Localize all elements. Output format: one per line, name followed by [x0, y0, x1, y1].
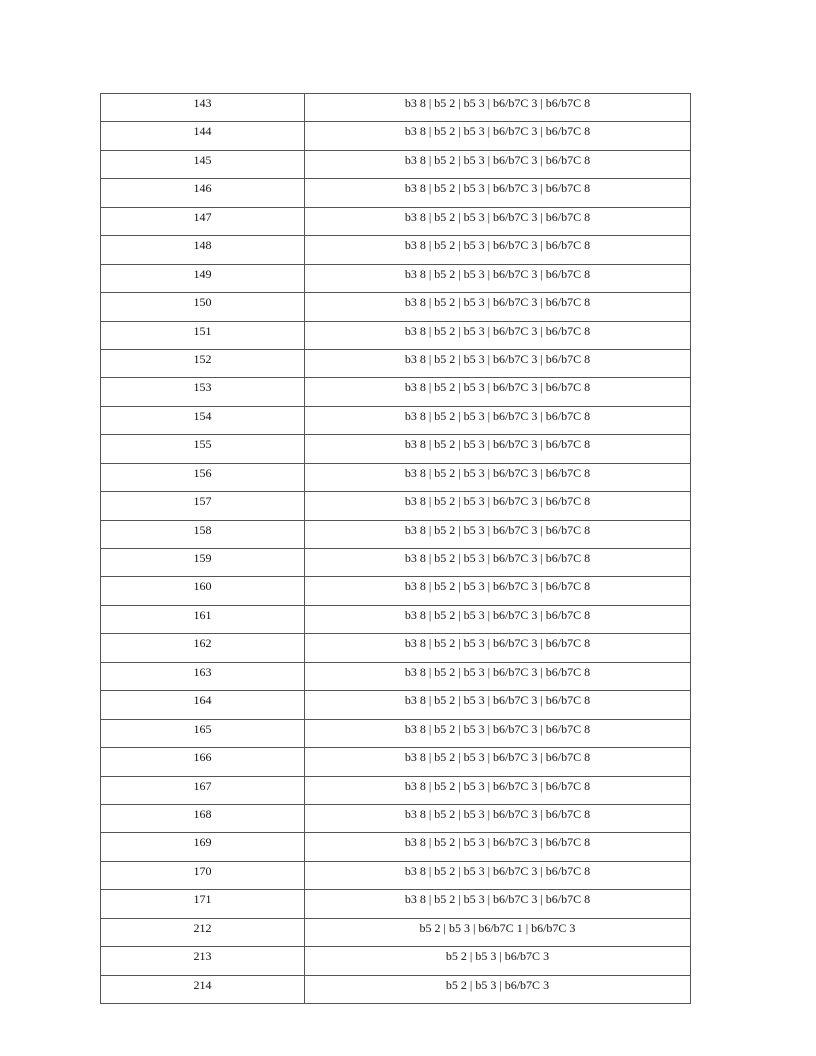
row-number: 168	[193, 806, 212, 821]
row-value: b3 8 | b5 2 | b5 3 | b6/b7C 3 | b6/b7C 8	[404, 351, 591, 366]
row-number: 159	[193, 551, 212, 565]
row-value: b3 8 | b5 2 | b5 3 | b6/b7C 3 | b6/b7C 8	[404, 863, 591, 878]
row-number: 160	[193, 579, 212, 594]
row-value-cell	[305, 719, 691, 747]
table-row	[101, 94, 691, 122]
row-value-cell	[305, 293, 691, 321]
row-value-cell	[305, 634, 691, 662]
row-number: 153	[193, 380, 212, 395]
row-value: b3 8 | b5 2 | b5 3 | b6/b7C 3 | b6/b7C 8	[404, 494, 591, 509]
row-number-cell	[101, 975, 305, 1003]
row-value-cell	[305, 975, 691, 1003]
row-value: b3 8 | b5 2 | b5 3 | b6/b7C 3 | b6/b7C 8	[404, 750, 591, 765]
table-row	[101, 804, 691, 832]
row-value: b3 8 | b5 2 | b5 3 | b6/b7C 3 | b6/b7C 8	[404, 238, 591, 253]
row-number-cell	[101, 207, 305, 235]
row-number: 152	[193, 351, 212, 366]
row-value-cell	[305, 947, 691, 975]
row-value-cell	[305, 321, 691, 349]
row-value: b3 8 | b5 2 | b5 3 | b6/b7C 3 | b6/b7C 8	[404, 664, 591, 679]
row-number-cell	[101, 549, 305, 577]
row-value-cell	[305, 605, 691, 633]
row-number: 167	[193, 778, 212, 793]
table-row	[101, 264, 691, 292]
row-value: b3 8 | b5 2 | b5 3 | b6/b7C 3 | b6/b7C 8	[404, 579, 591, 594]
row-number: 158	[193, 522, 212, 537]
row-value-cell	[305, 378, 691, 406]
row-number: 146	[193, 181, 212, 196]
row-value-cell	[305, 520, 691, 548]
row-number-cell	[101, 349, 305, 377]
row-number: 161	[193, 607, 212, 622]
row-number: 170	[193, 863, 212, 878]
row-number-cell	[101, 463, 305, 491]
row-number: 157	[193, 494, 212, 509]
row-number: 151	[193, 323, 212, 338]
row-value-cell	[305, 662, 691, 690]
table-row	[101, 861, 691, 889]
row-number-cell	[101, 321, 305, 349]
table-row	[101, 605, 691, 633]
table-row	[101, 435, 691, 463]
row-value: b3 8 | b5 2 | b5 3 | b6/b7C 3 | b6/b7C 8	[404, 636, 591, 651]
row-value-cell	[305, 463, 691, 491]
table-row	[101, 947, 691, 975]
table-row	[101, 662, 691, 690]
row-number-cell	[101, 236, 305, 264]
table-row	[101, 748, 691, 776]
row-value: b3 8 | b5 2 | b5 3 | b6/b7C 3 | b6/b7C 8	[404, 778, 591, 793]
table-row	[101, 122, 691, 150]
row-value-cell	[305, 549, 691, 577]
row-number: 166	[193, 750, 212, 765]
row-value-cell	[305, 264, 691, 292]
row-number: 148	[193, 238, 212, 253]
row-number-cell	[101, 890, 305, 918]
row-number-cell	[101, 947, 305, 975]
table-row	[101, 378, 691, 406]
row-number: 165	[193, 721, 212, 736]
row-number-cell	[101, 605, 305, 633]
row-number-cell	[101, 662, 305, 690]
row-value-cell	[305, 150, 691, 178]
row-value: b3 8 | b5 2 | b5 3 | b6/b7C 3 | b6/b7C 8	[404, 693, 591, 708]
row-number-cell	[101, 179, 305, 207]
row-value: b3 8 | b5 2 | b5 3 | b6/b7C 3 | b6/b7C 8	[404, 522, 591, 537]
row-value: b3 8 | b5 2 | b5 3 | b6/b7C 3 | b6/b7C 8	[404, 323, 591, 338]
row-number: 162	[193, 636, 212, 651]
row-number-cell	[101, 918, 305, 946]
row-value: b3 8 | b5 2 | b5 3 | b6/b7C 3 | b6/b7C 8	[404, 437, 591, 452]
row-value-cell	[305, 776, 691, 804]
row-number-cell	[101, 748, 305, 776]
table-row	[101, 463, 691, 491]
row-value: b3 8 | b5 2 | b5 3 | b6/b7C 3 | b6/b7C 8	[404, 96, 591, 110]
row-value-cell	[305, 748, 691, 776]
row-number: 156	[193, 465, 212, 480]
table-row	[101, 890, 691, 918]
row-number-cell	[101, 577, 305, 605]
row-number: 150	[193, 295, 212, 310]
row-number-cell	[101, 776, 305, 804]
row-value: b3 8 | b5 2 | b5 3 | b6/b7C 3 | b6/b7C 8	[404, 465, 591, 480]
table-row	[101, 293, 691, 321]
row-number-cell	[101, 520, 305, 548]
row-value-cell	[305, 207, 691, 235]
row-value-cell	[305, 804, 691, 832]
row-value-cell	[305, 833, 691, 861]
row-number: 144	[193, 124, 212, 139]
row-number-cell	[101, 406, 305, 434]
row-number-cell	[101, 94, 305, 122]
row-value-cell	[305, 492, 691, 520]
table-row	[101, 918, 691, 946]
row-value: b3 8 | b5 2 | b5 3 | b6/b7C 3 | b6/b7C 8	[404, 266, 591, 281]
row-number-cell	[101, 833, 305, 861]
row-value: b3 8 | b5 2 | b5 3 | b6/b7C 3 | b6/b7C 8	[404, 551, 591, 565]
row-value-cell	[305, 691, 691, 719]
table-row	[101, 349, 691, 377]
row-value: b3 8 | b5 2 | b5 3 | b6/b7C 3 | b6/b7C 8	[404, 295, 591, 310]
row-number-cell	[101, 634, 305, 662]
row-value: b3 8 | b5 2 | b5 3 | b6/b7C 3 | b6/b7C 8	[404, 152, 591, 167]
table-row	[101, 719, 691, 747]
table-row	[101, 179, 691, 207]
row-value-cell	[305, 94, 691, 122]
row-number-cell	[101, 150, 305, 178]
row-value: b3 8 | b5 2 | b5 3 | b6/b7C 3 | b6/b7C 8	[404, 806, 591, 821]
table-row	[101, 150, 691, 178]
row-value: b3 8 | b5 2 | b5 3 | b6/b7C 3 | b6/b7C 8	[404, 181, 591, 196]
row-number-cell	[101, 435, 305, 463]
row-number: 171	[193, 892, 212, 907]
row-number-cell	[101, 719, 305, 747]
row-value: b3 8 | b5 2 | b5 3 | b6/b7C 3 | b6/b7C 8	[404, 721, 591, 736]
row-number-cell	[101, 122, 305, 150]
row-value-cell	[305, 122, 691, 150]
table-row	[101, 406, 691, 434]
row-number-cell	[101, 264, 305, 292]
table-body	[101, 94, 691, 1004]
row-value: b3 8 | b5 2 | b5 3 | b6/b7C 3 | b6/b7C 8	[404, 124, 591, 139]
row-number: 163	[193, 664, 212, 679]
row-value-cell	[305, 918, 691, 946]
row-value-cell	[305, 577, 691, 605]
row-number: 147	[193, 209, 212, 224]
table-row	[101, 236, 691, 264]
row-value: b5 2 | b5 3 | b6/b7C 3	[445, 977, 550, 992]
table-row	[101, 634, 691, 662]
table-row	[101, 492, 691, 520]
row-value-cell	[305, 236, 691, 264]
row-number: 212	[193, 920, 212, 935]
table-row	[101, 975, 691, 1003]
table-row	[101, 321, 691, 349]
row-value-cell	[305, 349, 691, 377]
table-row	[101, 520, 691, 548]
row-number: 169	[193, 835, 212, 850]
exemption-table	[100, 93, 691, 1004]
row-number: 164	[193, 693, 212, 708]
row-number: 214	[193, 977, 212, 992]
row-value-cell	[305, 435, 691, 463]
row-value-cell	[305, 861, 691, 889]
row-number: 213	[193, 949, 212, 964]
row-value: b5 2 | b5 3 | b6/b7C 3	[445, 949, 550, 964]
row-value: b3 8 | b5 2 | b5 3 | b6/b7C 3 | b6/b7C 8	[404, 607, 591, 622]
row-number: 155	[193, 437, 212, 452]
row-number-cell	[101, 378, 305, 406]
row-number-cell	[101, 293, 305, 321]
row-value: b3 8 | b5 2 | b5 3 | b6/b7C 3 | b6/b7C 8	[404, 835, 591, 850]
row-number-cell	[101, 861, 305, 889]
row-value-cell	[305, 406, 691, 434]
row-number-cell	[101, 691, 305, 719]
row-number: 145	[193, 152, 212, 167]
row-number: 154	[193, 408, 212, 423]
row-number-cell	[101, 804, 305, 832]
row-value-cell	[305, 179, 691, 207]
table-row	[101, 549, 691, 577]
row-value: b3 8 | b5 2 | b5 3 | b6/b7C 3 | b6/b7C 8	[404, 380, 591, 395]
row-number: 143	[193, 96, 212, 110]
row-number-cell	[101, 492, 305, 520]
table-row	[101, 207, 691, 235]
row-value: b5 2 | b5 3 | b6/b7C 1 | b6/b7C 3	[419, 920, 576, 935]
table-row	[101, 833, 691, 861]
row-number: 149	[193, 266, 212, 281]
table-row	[101, 776, 691, 804]
row-value: b3 8 | b5 2 | b5 3 | b6/b7C 3 | b6/b7C 8	[404, 892, 591, 907]
table-row	[101, 577, 691, 605]
row-value: b3 8 | b5 2 | b5 3 | b6/b7C 3 | b6/b7C 8	[404, 209, 591, 224]
table-row	[101, 691, 691, 719]
row-value: b3 8 | b5 2 | b5 3 | b6/b7C 3 | b6/b7C 8	[404, 408, 591, 423]
row-value-cell	[305, 890, 691, 918]
